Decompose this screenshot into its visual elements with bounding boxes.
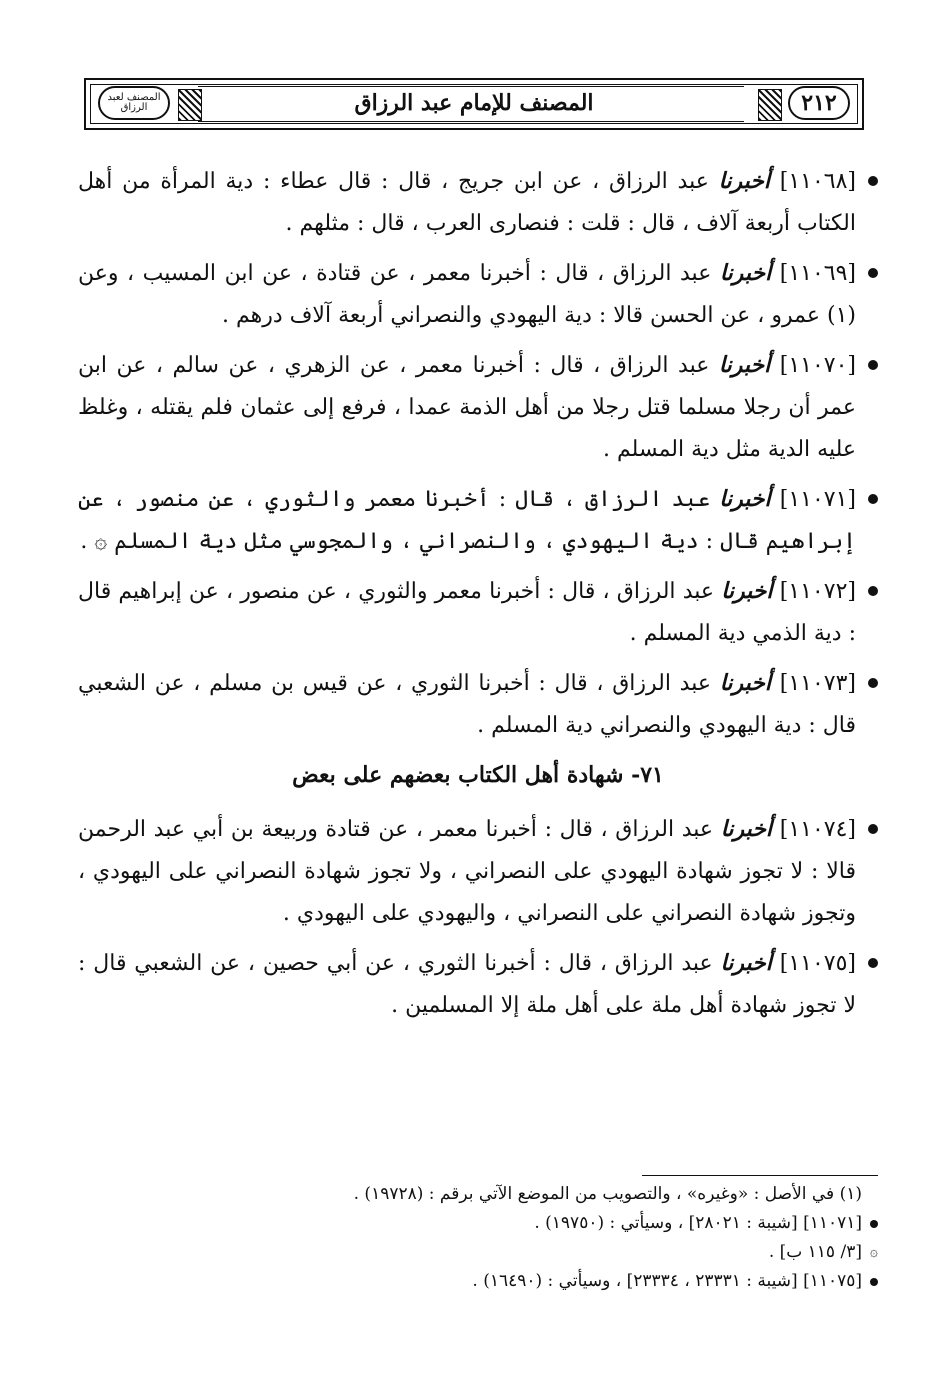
footnote-text: [١١٠٧١] [شيبة : ٢٨٠٢١] ، وسيأتي : (١٩٧٥٠) . (534, 1213, 862, 1233)
bullet-icon (868, 824, 878, 834)
ornament-right-icon (758, 89, 782, 121)
footnote (78, 1180, 878, 1209)
hadith-number: [١١٠٧٢] (779, 579, 856, 604)
hadith-number: [١١٠٦٨] (779, 169, 857, 194)
hadith-text: عبد الرزاق ، قال : أخبرنا معمر والثوري ، عن منصور ، عن إبراهيم قال : دية الذمي دية المسلم . (78, 579, 856, 646)
isnad-word: أخبرنا (720, 816, 773, 842)
bullet-icon (868, 494, 878, 504)
footnote (78, 1209, 878, 1238)
hadith-entry (78, 570, 878, 655)
hadith-text: عبد الرزاق ، قال : أخبرنا الثوري ، عن قيس بن مسلم ، عن الشعبي قال : دية اليهودي والنصراني دية المسلم . (78, 671, 856, 738)
footnote-text: [١١٠٧٥] [شيبة : ٢٣٣٣١ ، ٢٣٣٣٤] ، وسيأتي : (١٦٤٩٠) . (472, 1271, 862, 1291)
footnotes (78, 1180, 878, 1296)
bullet-icon (868, 678, 878, 688)
page-header (84, 78, 864, 130)
footnote (78, 1267, 878, 1296)
bullet-icon (868, 360, 878, 370)
bullet-icon (868, 586, 878, 596)
hadith-text: عبد الرزاق ، عن ابن جريج ، قال : قال عطاء : دية المرأة من أهل الكتاب أربعة آلاف ، قال : قلت : فنصارى العرب ، قال : مثلهم . (78, 169, 856, 236)
isnad-word: أخبرنا (720, 950, 772, 976)
bullet-icon (870, 1220, 878, 1228)
running-title: المصنف للإمام عبد الرزاق (354, 90, 594, 116)
section-heading: ٧١- شهادة أهل الكتاب بعضهم على بعض (292, 762, 664, 788)
bullet-icon (868, 268, 878, 278)
main-text (78, 160, 878, 1034)
isnad-word: أخبرنا (719, 260, 772, 286)
hadith-number: [١١٠٧٤] (779, 817, 856, 842)
hadith-entry (78, 662, 878, 747)
isnad-word: أخبرنا (719, 486, 771, 512)
hadith-number: [١١٠٧٥] (779, 951, 857, 976)
hadith-text: عبد الرزاق ، قال : أخبرنا معمر ، عن قتادة وربيعة بن أبي عبد الرحمن قالا : لا تجوز شهادة اليهودي على النصراني ، ولا تجوز شهادة النصراني على اليهودي ، وتجوز شهادة النصراني على النصراني ، واليهودي على اليهودي . (78, 817, 856, 926)
hadith-entry (78, 942, 878, 1027)
footnote-text: (١) في الأصل : «وغيره» ، والتصويب من الموضع الآتي برقم : (١٩٧٢٨) . (353, 1184, 862, 1204)
folio-mark-icon: ۞ (869, 1244, 878, 1260)
hadith-number: [١١٠٧١] (779, 487, 857, 512)
hadith-text: عبد الرزاق ، قال : أخبرنا معمر ، عن الزهري ، عن سالم ، عن ابن عمر أن رجلا مسلما قتل رجلا من أهل الذمة عمدا ، فرفع إلى عثمان فلم يقتله ، وغلظ عليه الدية مثل دية المسلم . (78, 353, 856, 462)
hadith-entry (78, 160, 878, 245)
isnad-word: أخبرنا (719, 670, 772, 696)
bullet-icon (870, 1278, 878, 1286)
hadith-text: عبد الرزاق ، قال : أخبرنا معمر ، عن قتادة ، عن ابن المسيب ، وعن (١) عمرو ، عن الحسن قالا : دية اليهودي والنصراني أربعة آلاف درهم . (78, 261, 856, 328)
hadith-text: عبد الرزاق ، قال : أخبرنا معمر والثوري ، عن منصور ، عن إبراهيم قال : دية اليهودي ، والنصراني ، والمجوسي مثل دية المسلم ۞ . (78, 487, 856, 554)
hadith-entry (78, 478, 878, 563)
hadith-number: [١١٠٧٣] (779, 671, 856, 696)
hadith-number: [١١٠٦٩] (779, 261, 856, 286)
bullet-icon (868, 958, 878, 968)
footnote-text: [٣/ ١١٥ ب] . (768, 1242, 862, 1262)
footnote (78, 1238, 878, 1267)
bullet-icon (868, 176, 878, 186)
hadith-entry (78, 252, 878, 337)
isnad-word: أخبرنا (718, 352, 771, 378)
hadith-entry (78, 808, 878, 935)
isnad-word: أخبرنا (718, 168, 770, 194)
footnote-rule (642, 1175, 878, 1176)
hadith-entry (78, 344, 878, 471)
book-seal-logo: المصنف لعبد الرزاق (98, 86, 170, 120)
hadith-text: عبد الرزاق ، قال : أخبرنا الثوري ، عن أبي حصين ، عن الشعبي قال : لا تجوز شهادة أهل ملة على أهل ملة إلا المسلمين . (78, 951, 856, 1018)
isnad-word: أخبرنا (721, 578, 773, 604)
hadith-number: [١١٠٧٠] (779, 353, 856, 378)
page-number: ٢١٢ (788, 86, 850, 120)
